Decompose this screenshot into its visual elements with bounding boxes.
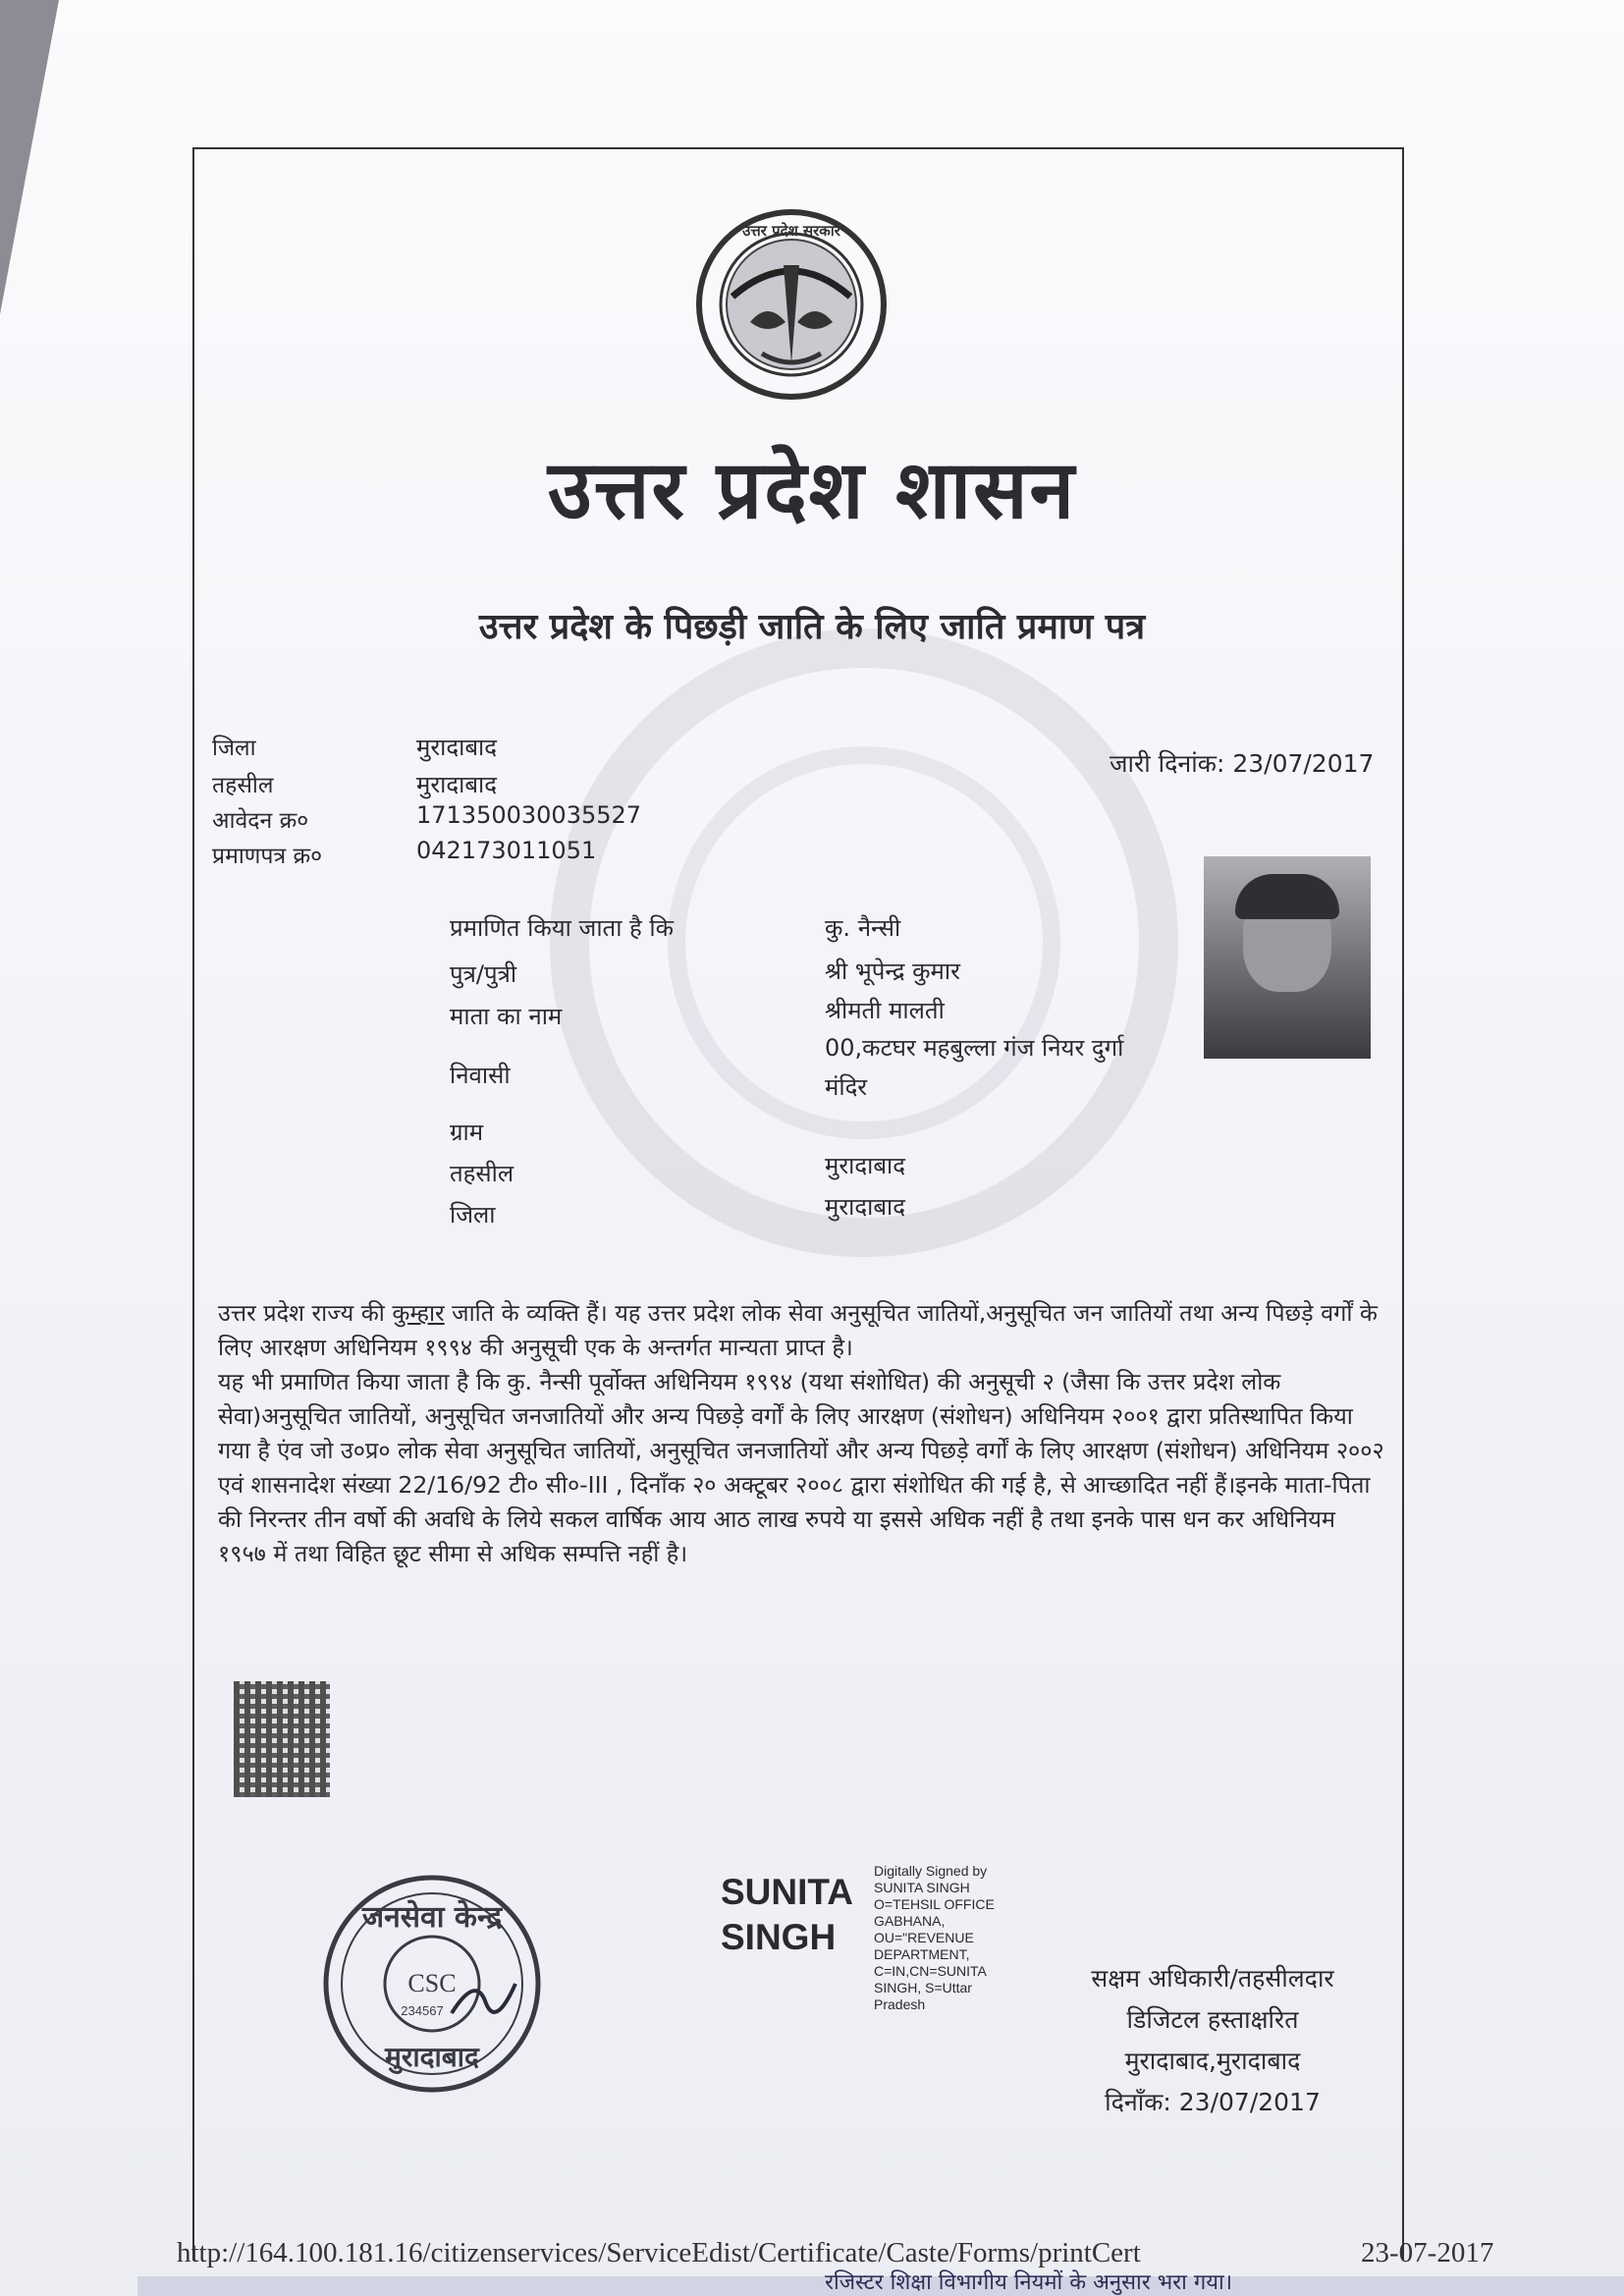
- applicant-photo-hair: [1235, 874, 1339, 919]
- certificate-no-value: 042173011051: [416, 837, 597, 864]
- detail-tehsil-value: मुरादाबाद: [825, 1152, 906, 1179]
- sig-detail-line: SINGH, S=Uttar: [874, 1980, 972, 1995]
- signatory-name: [721, 1870, 853, 1960]
- sig-detail-line: O=TEHSIL OFFICE: [874, 1896, 995, 1912]
- sig-detail-line: GABHANA,: [874, 1913, 946, 1929]
- scan-fold-corner: [0, 0, 59, 314]
- seal-center: CSC: [407, 1969, 457, 1997]
- resident-label: निवासी: [450, 1062, 511, 1089]
- page-title: उत्तर प्रदेश शासन: [547, 444, 1077, 537]
- signatory-first-name: SUNITA: [721, 1872, 853, 1912]
- body-part1: उत्तर प्रदेश राज्य की: [218, 1299, 393, 1327]
- mother-label: माता का नाम: [450, 1003, 563, 1030]
- body-part2: जाति के व्यक्ति हैं। यह उत्तर प्रदेश लोक सेवा अनुसूचित जातियों,अनुसूचित जन जातियों तथा अन्य पिछड़े वर्गों के लिए आरक्षण अधिनियम १९९४ की अनुसूची एक के अन्तर्गत मान्यता प्राप्त है।: [218, 1299, 1378, 1361]
- certified-value: कु. नैन्सी: [825, 914, 901, 942]
- sig-detail-line: SUNITA SINGH: [874, 1880, 970, 1895]
- sig-detail-line: C=IN,CN=SUNITA: [874, 1963, 987, 1979]
- emblem-ring-text: उत्तर प्रदेश सरकार: [742, 222, 840, 240]
- tehsil-label: तहसील: [212, 773, 274, 798]
- print-url: http://164.100.181.16/citizenservices/ServiceEdist/Certificate/Caste/Forms/printCert: [177, 2237, 1141, 2269]
- sig-detail-line: Digitally Signed by: [874, 1863, 988, 1879]
- authority-designation: सक्षम अधिकारी/तहसीलदार: [1091, 1964, 1334, 1993]
- csc-seal-icon: [314, 1866, 550, 2102]
- detail-district-label: जिला: [450, 1201, 496, 1229]
- resident-value-line2: मंदिर: [825, 1073, 868, 1101]
- detail-tehsil-label: तहसील: [450, 1160, 514, 1187]
- son-daughter-value: श्री भूपेन्द्र कुमार: [825, 957, 960, 985]
- village-label: ग्राम: [450, 1119, 484, 1146]
- seal-ring-top: जनसेवा केन्द्र: [361, 1900, 503, 1935]
- bottom-stamp-text: रजिस्टर शिक्षा विभागीय नियमों के अनुसार भरा गया।: [825, 2270, 1233, 2295]
- up-government-emblem-icon: [693, 206, 890, 403]
- son-daughter-label: पुत्र/पुत्री: [450, 960, 517, 988]
- issuing-authority: [1031, 1958, 1394, 2123]
- certificate-no-label: प्रमाणपत्र क्र०: [212, 844, 323, 869]
- seal-code: 234567: [401, 2003, 444, 2018]
- signatory-last-name: SINGH: [721, 1917, 837, 1957]
- application-no-label: आवेदन क्र०: [212, 808, 309, 834]
- sig-detail-line: OU="REVENUE: [874, 1930, 974, 1945]
- qr-code-icon: [234, 1681, 330, 1797]
- detail-district-value: मुरादाबाद: [825, 1193, 906, 1221]
- sig-detail-line: Pradesh: [874, 1996, 926, 2012]
- caste-name: कुम्हार: [392, 1299, 445, 1327]
- digital-signature-details: [874, 1863, 995, 2013]
- issue-date: जारी दिनांक: 23/07/2017: [1110, 749, 1375, 778]
- certified-label: प्रमाणित किया जाता है कि: [450, 914, 675, 942]
- resident-value-line1: 00,कटघर महबुल्ला गंज नियर दुर्गा: [825, 1034, 1124, 1062]
- tehsil-value: मुरादाबाद: [416, 771, 498, 798]
- certificate-body: [218, 1296, 1386, 1571]
- mother-value: श्रीमती मालती: [825, 997, 945, 1024]
- sig-detail-line: DEPARTMENT,: [874, 1946, 970, 1962]
- district-label: जिला: [212, 736, 256, 761]
- district-value: मुरादाबाद: [416, 734, 498, 761]
- print-date: 23-07-2017: [1361, 2237, 1494, 2269]
- body-paragraph-1: [218, 1296, 1386, 1365]
- authority-location: मुरादाबाद,मुरादाबाद: [1124, 2047, 1301, 2075]
- seal-ring-bottom: मुरादाबाद: [385, 2041, 479, 2073]
- application-no-value: 171350030035527: [416, 801, 642, 829]
- certificate-subtitle: उत्तर प्रदेश के पिछड़ी जाति के लिए जाति प्रमाण पत्र: [478, 607, 1146, 647]
- authority-date: दिनाँक: 23/07/2017: [1105, 2088, 1321, 2116]
- body-paragraph-2: यह भी प्रमाणित किया जाता है कि कु. नैन्सी पूर्वोक्त अधिनियम १९९४ (यथा संशोधित) की अनुसूची २ (जैसा कि उत्तर प्रदेश लोक सेवा)अनुसूचित जातियों, अनुसूचित जनजातियों और अन्य पिछड़े वर्गों के लिए आरक्षण (संशोधन) अधिनियम २००१ द्वारा प्रतिस्थापित किया गया है एंव जो उ०प्र० लोक सेवा अनुसूचित जातियों, अनुसूचित जनजातियों और अन्य पिछड़े वर्गों के लिए आरक्षण (संशोधन) अधिनियम २००२ एवं शासनादेश संख्या 22/16/92 टी० सी०-III , दिनाँक २० अक्टूबर २००८ द्वारा संशोधित की गई है, से आच्छादित नहीं हैं।इनके माता-पिता की निरन्तर तीन वर्षो की अवधि के लिये सकल वार्षिक आय आठ लाख रुपये या इससे अधिक नहीं है तथा इनके पास धन कर अधिनियम १९५७ में तथा विहित छूट सीमा से अधिक सम्पत्ति नहीं है।: [218, 1368, 1384, 1567]
- authority-digital-signed: डिजिटल हस्ताक्षरित: [1126, 2005, 1299, 2034]
